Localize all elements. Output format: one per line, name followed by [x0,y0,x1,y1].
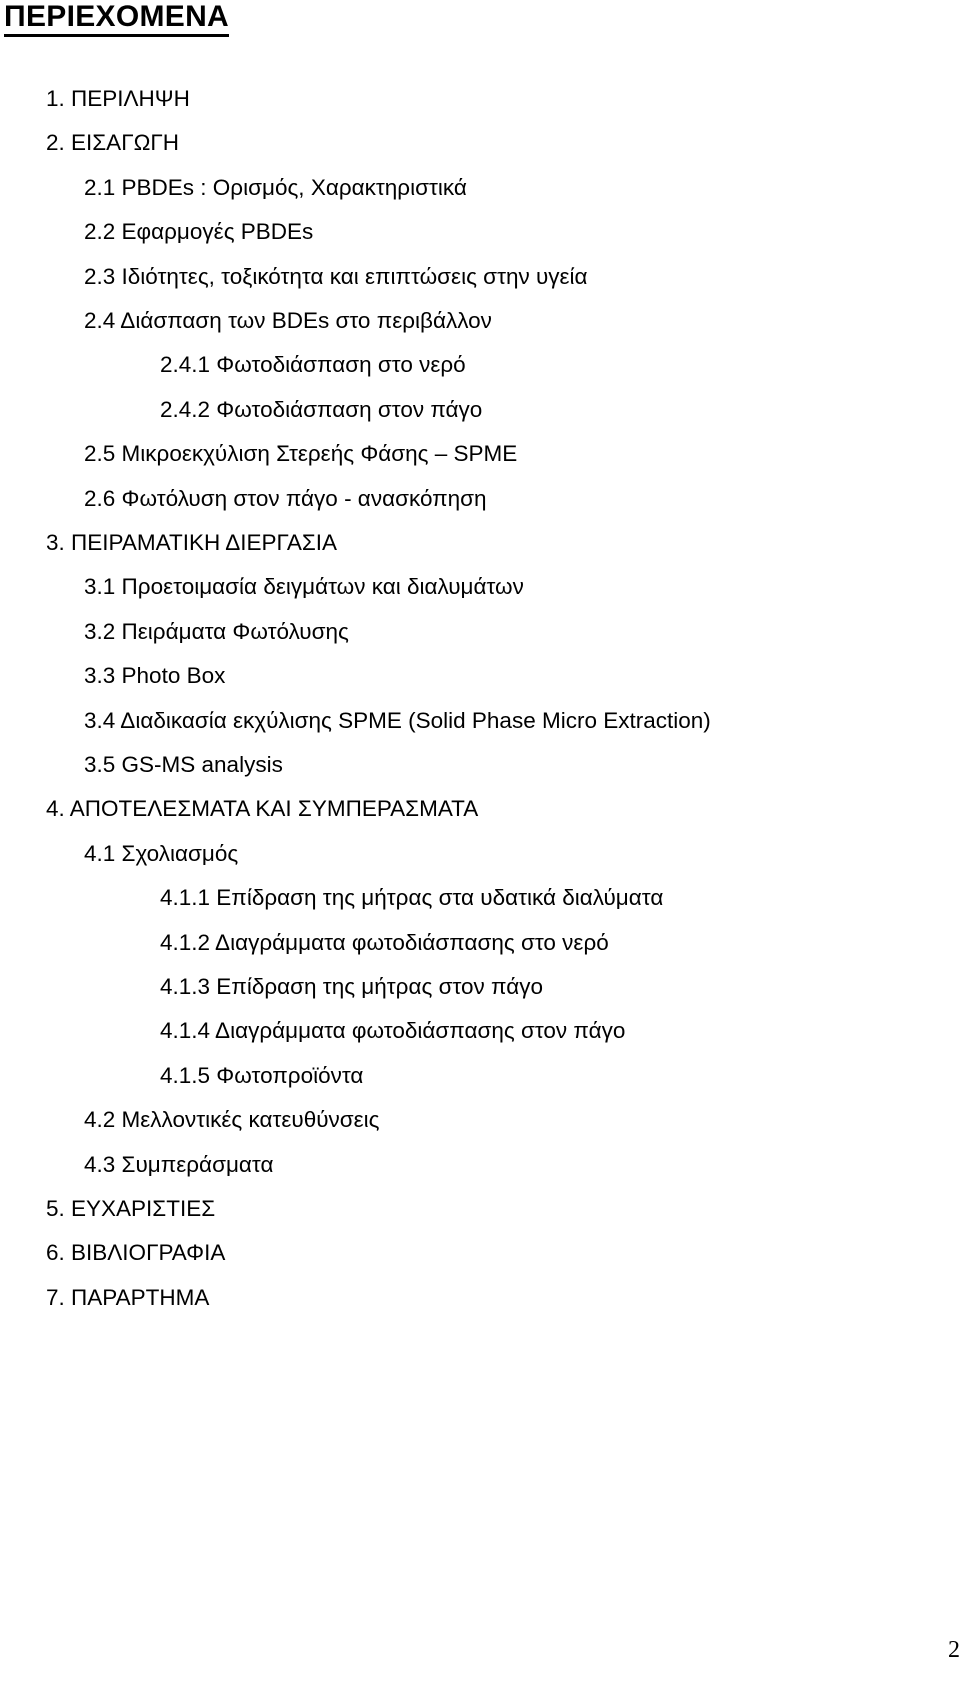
toc-entry[interactable]: 2.3 Ιδιότητες, τοξικότητα και επιπτώσεις στην υγεία [84,264,588,289]
toc-entry[interactable]: 3.2 Πειράματα Φωτόλυσης [84,619,349,644]
toc-entry[interactable]: 4.1.1 Επίδραση της μήτρας στα υδατικά διαλύματα [160,885,664,910]
toc-entry[interactable]: 2.4.1 Φωτοδιάσπαση στο νερό [160,352,466,377]
toc-entry[interactable]: 2.4 Διάσπαση των BDEs στο περιβάλλον [84,308,492,333]
toc-entry[interactable]: 7. ΠΑΡΑΡΤΗΜΑ [46,1285,210,1310]
toc-entry[interactable]: 2.6 Φωτόλυση στον πάγο - ανασκόπηση [84,486,487,511]
toc-entry[interactable]: 3.5 GS-MS analysis [84,752,283,777]
toc-entry[interactable]: 4. ΑΠΟΤΕΛΕΣΜΑΤΑ ΚΑΙ ΣΥΜΠΕΡΑΣΜΑΤΑ [46,796,479,821]
toc-entry[interactable]: 4.3 Συμπεράσματα [84,1152,274,1177]
toc-entry[interactable]: 3. ΠΕΙΡΑΜΑΤΙΚΗ ΔΙΕΡΓΑΣΙΑ [46,530,338,555]
toc-entry[interactable]: 4.1.2 Διαγράμματα φωτοδιάσπασης στο νερό [160,930,609,955]
toc-entry[interactable]: 5. ΕΥΧΑΡΙΣΤΙΕΣ [46,1196,216,1221]
page-title: ΠΕΡΙΕΧΟΜΕΝΑ [4,0,229,37]
toc-entry[interactable]: 3.1 Προετοιμασία δειγμάτων και διαλυμάτων [84,574,524,599]
toc-entry[interactable]: 4.1.3 Επίδραση της μήτρας στον πάγο [160,974,544,999]
toc-entry[interactable]: 2. ΕΙΣΑΓΩΓΗ [46,130,180,155]
toc-entry[interactable]: 4.1 Σχολιασμός [84,841,239,866]
toc-entry[interactable]: 2.1 PBDEs : Ορισμός, Χαρακτηριστικά [84,175,467,200]
toc-entry[interactable]: 2.5 Μικροεκχύλιση Στερεής Φάσης – SPME [84,441,518,466]
toc-entry[interactable]: 4.1.4 Διαγράμματα φωτοδιάσπασης στον πάγο [160,1018,626,1043]
toc-entry[interactable]: 3.4 Διαδικασία εκχύλισης SPME (Solid Phase Micro Extraction) [84,708,711,733]
toc-entry[interactable]: 3.3 Photo Box [84,663,226,688]
toc-entry[interactable]: 6. ΒΙΒΛΙΟΓΡΑΦΙΑ [46,1240,226,1265]
toc-entry[interactable]: 4.2 Μελλοντικές κατευθύνσεις [84,1107,380,1132]
toc-entry[interactable]: 1. ΠΕΡΙΛΗΨΗ [46,86,190,111]
toc-entry[interactable]: 2.4.2 Φωτοδιάσπαση στον πάγο [160,397,483,422]
toc-entry[interactable]: 2.2 Εφαρμογές PBDEs [84,219,314,244]
toc-entry[interactable]: 4.1.5 Φωτοπροϊόντα [160,1063,364,1088]
page-number: 2 [948,1637,960,1663]
